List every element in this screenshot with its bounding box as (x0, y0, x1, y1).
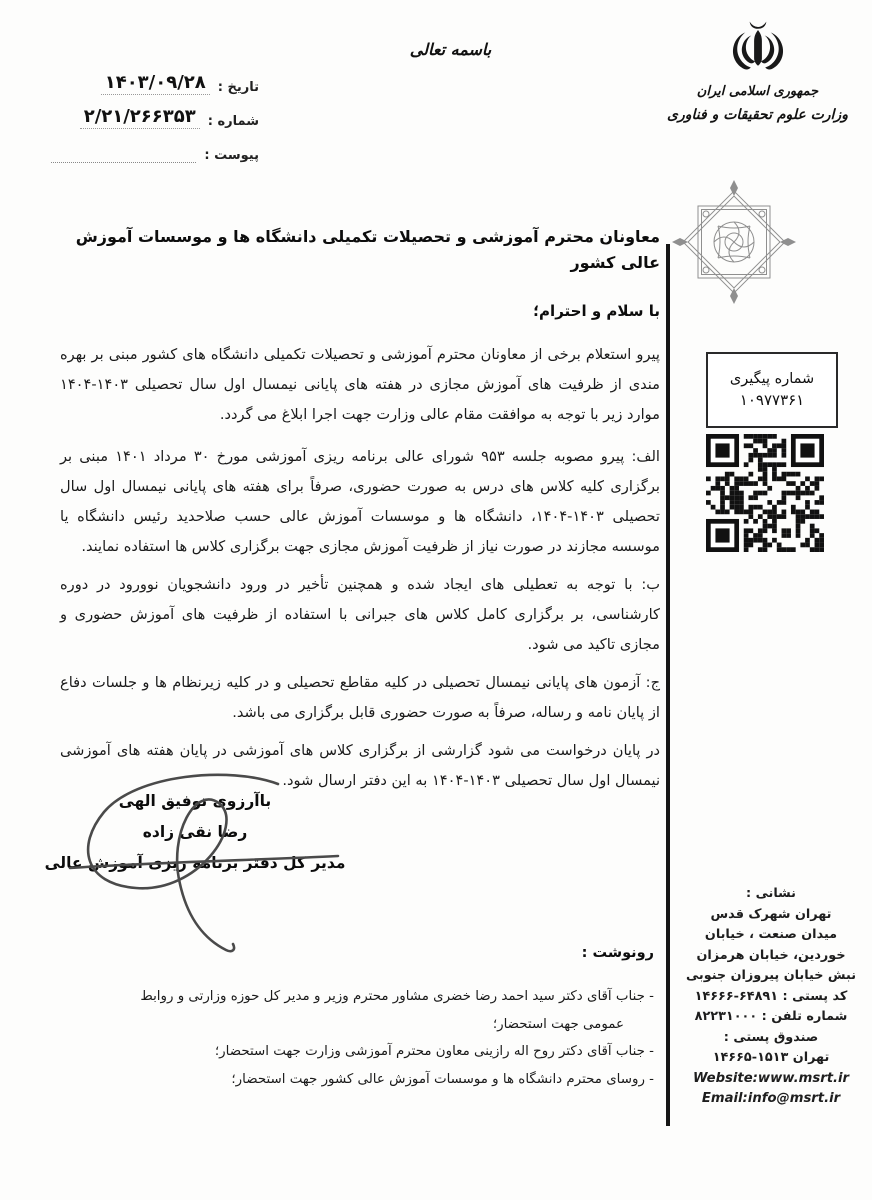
postal-code: کد پستی : ۶۴۸۹۱-۱۴۶۶۶ (694, 988, 848, 1004)
number-value: ۲/۲۱/۲۶۶۳۵۳ (80, 106, 200, 129)
tracking-value: ۱۰۹۷۷۳۶۱ (739, 391, 805, 409)
website-url: Website:www.msrt.ir (692, 1070, 850, 1086)
ornament-medallion-icon (670, 178, 798, 310)
signatory-name: رضا نقی زاده (142, 823, 248, 841)
closing-paragraph: در پایان درخواست می شود گزارشی از برگزاری کلاس های آموزشی در پایان هفته های آموزشی نیمسال اول سال تحصیلی ۱۴۰۳-۱۴۰۴ به این دفتر ارسال شود. (60, 742, 660, 789)
number-row (80, 106, 259, 129)
cc-item: - روسای محترم دانشگاه ها و موسسات آموزش عالی کشور جهت استحضار؛ (231, 1071, 654, 1087)
ministry-name: وزارت علوم تحقیقات و فناوری (667, 107, 848, 123)
besmele-calligraphy: باسمه تعالی (409, 40, 492, 59)
cc-label: رونوشت : (581, 945, 654, 961)
tracking-label: شماره پیگیری (729, 371, 815, 387)
address-line: خوردین، خیابان هرمزان (696, 947, 846, 963)
attachment-blank-line (51, 148, 196, 163)
address-line: تهران شهرک قدس (710, 906, 832, 922)
attachment-label: پیوست : (204, 148, 259, 163)
salutation: با سلام و احترام؛ (533, 302, 660, 320)
gov-name: جمهوری اسلامی ایران (696, 84, 819, 99)
address-line: میدان صنعت ، خیابان (704, 927, 838, 942)
signature-block (30, 786, 360, 879)
po-box-label: صندوق پستی : (723, 1029, 819, 1045)
date-label: تاریخ : (217, 80, 259, 95)
address-label: نشانی : (746, 886, 796, 901)
cc-item: - جناب آقای دکتر سید احمد رضا خضری مشاور محترم وزیر و مدیر کل حوزه وزارتی و روابط عمومی جهت استحضار؛ (140, 989, 654, 1032)
cc-list (106, 983, 654, 1093)
item-b-paragraph: ب: با توجه به تعطیلی های ایجاد شده و همچنین تأخیر در ورود دانشجویان نوورود در دوره کارشناسی، بر برگزاری کامل کلاس های جبرانی با استفاده از ظرفیت های آموزش حضوری و مجازی تاکید می شود. (60, 576, 660, 653)
number-label: شماره : (207, 114, 259, 129)
attachment-row (51, 148, 259, 163)
recipient-line: معاونان محترم آموزشی و تحصیلات تکمیلی دانشگاه ها و موسسات آموزش عالی کشور (75, 227, 660, 272)
iran-emblem-icon (724, 18, 792, 78)
date-value: ۱۴۰۳/۰۹/۲۸ (101, 72, 210, 95)
signature-blessing: باآرزوی توفیق الهی (118, 792, 272, 810)
cc-item: - جناب آقای دکتر روح اله رازینی معاون محترم آموزشی وزارت جهت استحضار؛ (214, 1044, 654, 1059)
item-c-paragraph: ج: آزمون های پایانی نیمسال تحصیلی در کلیه مقاطع تحصیلی و در کلیه زیرنظام ها و جلسات دفاع از پایان نامه و رساله، صرفاً به صورت حضوری قابل برگزاری می باشد. (60, 674, 660, 721)
po-box-value: تهران ۱۵۱۳-۱۴۶۶۵ (712, 1050, 830, 1065)
item-a-paragraph: الف: پیرو مصوبه جلسه ۹۵۳ شورای عالی برنامه ریزی آموزشی مورخ ۳۰ مرداد ۱۴۰۱ مبنی بر برگزاری کلیه کلاس های درس به صورت حضوری، صرفاً برای هفته های پایانی نیمسال اول سال تحصیلی ۱۴۰۳-۱۴۰۴، دانشگاه ها و موسسات آموزش عالی حسب صلاحدید رئیس دانشگاه یا موسسه مجازند در صورت نیاز از ظرفیت آموزش مجازی جهت برگزاری کلاس ها استفاده نمایند. (60, 448, 660, 555)
cc-section (106, 945, 654, 1093)
intro-paragraph: پیرو استعلام برخی از معاونان محترم آموزشی و تحصیلات تکمیلی دانشگاه های کشور مبنی بر بهره مندی از ظرفیت های آموزش مجازی در هفته های پایانی نیمسال اول سال تحصیلی ۱۴۰۳-۱۴۰۴ موارد زیر با توجه به موافقت مقام عالی وزارت جهت اجرا ابلاغ می گردد. (60, 346, 660, 423)
qr-code (706, 434, 824, 552)
address-line: نبش خیابان پیروزان جنوبی (685, 968, 857, 983)
email-address: Email:info@msrt.ir (701, 1091, 841, 1106)
letterhead (650, 18, 865, 123)
tracking-number-box (706, 352, 838, 428)
footer-address (678, 884, 864, 1110)
signatory-title: مدیر کل دفتر برنامه ریزی آموزش عالی (44, 854, 346, 872)
vertical-divider (666, 244, 670, 1126)
date-row (101, 72, 259, 95)
letter-body (60, 224, 660, 796)
phone-number: شماره تلفن : ۸۲۲۳۱۰۰۰ (694, 1009, 848, 1024)
